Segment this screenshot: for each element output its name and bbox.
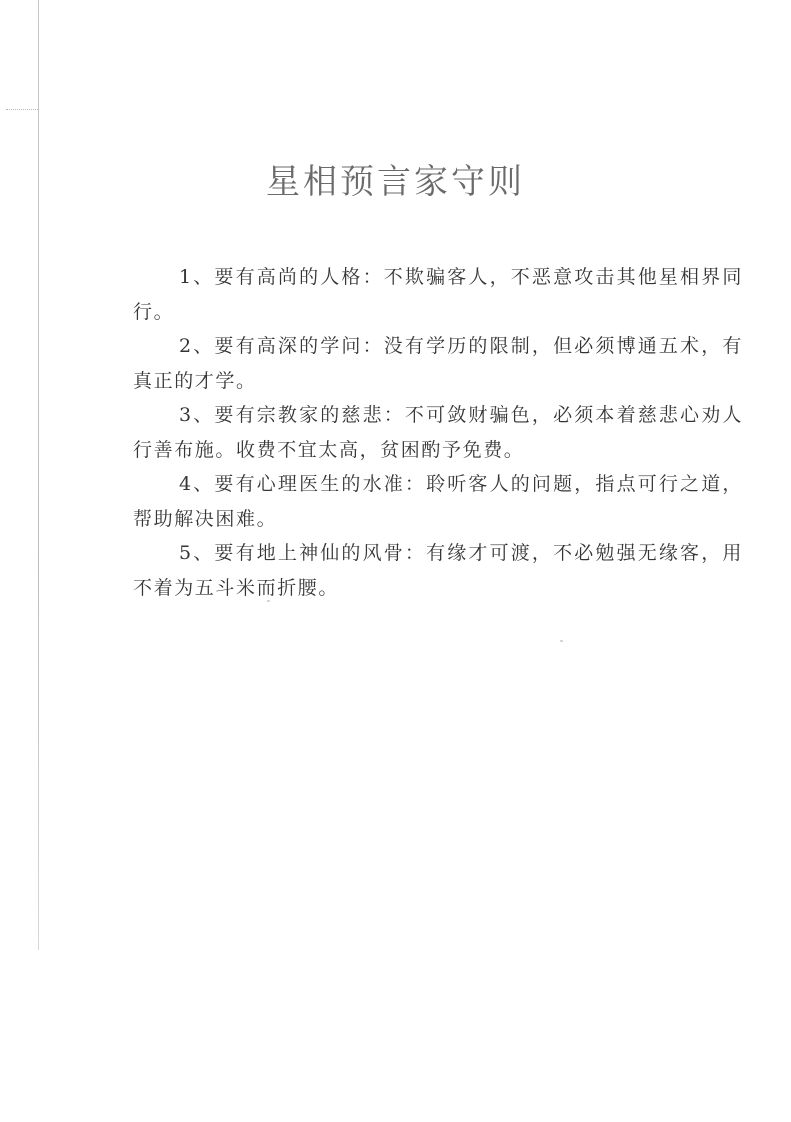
rule-item: 3、要有宗教家的慈悲：不可敛财骗色，必须本着慈悲心劝人行善布施。收费不宜太高，贫困酌予免费。 (133, 404, 743, 461)
rule-item: 5、要有地上神仙的风骨：有缘才可渡，不必勉强无缘客，用不着为五斗米而折腰。 (133, 542, 743, 599)
page-title: 星相预言家守则 (266, 162, 525, 202)
rules-list (133, 260, 743, 605)
rule-item: 4、要有心理医生的水准：聆听客人的问题，指点可行之道，帮助解决困难。 (133, 473, 743, 530)
scan-speck (267, 600, 270, 602)
scan-speck (560, 640, 563, 642)
page-left-edge (38, 0, 39, 950)
rule-item: 2、要有高深的学问：没有学历的限制，但必须博通五术，有真正的才学。 (133, 335, 743, 392)
page-edge-mark (6, 109, 38, 110)
rule-item: 1、要有高尚的人格：不欺骗客人，不恶意攻击其他星相界同行。 (133, 266, 743, 323)
